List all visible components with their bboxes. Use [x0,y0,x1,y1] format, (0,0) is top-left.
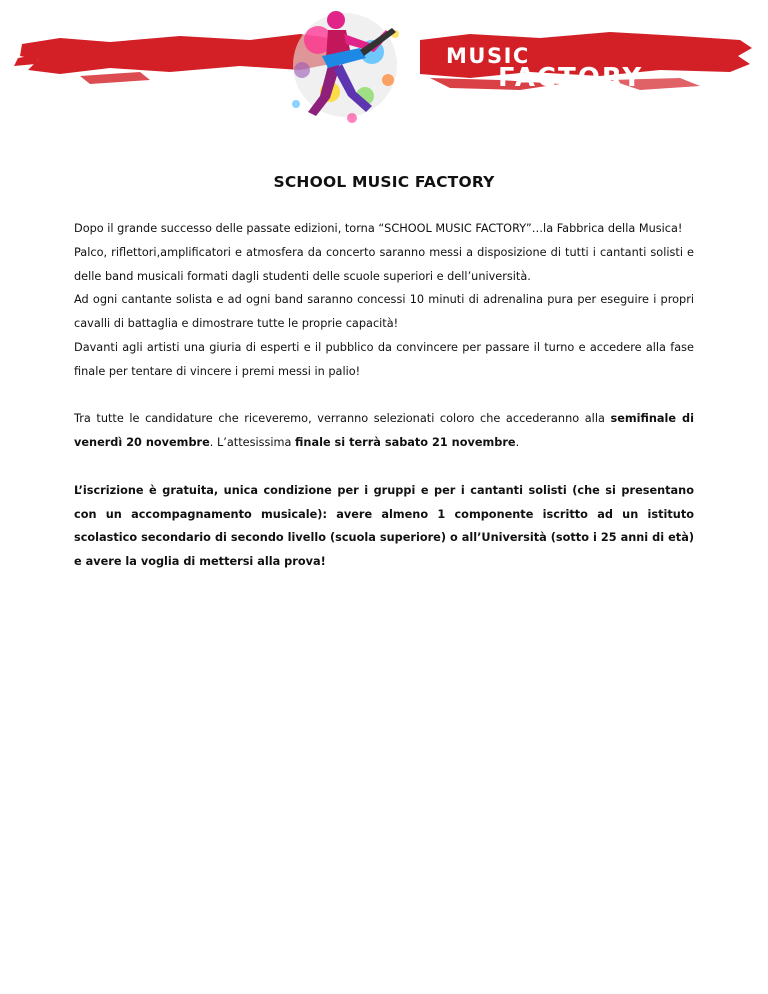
performance-paragraph: Ad ogni cantante solista e ad ogni band saranno concessi 10 minuti di adrenalina pura per eseguire i propri cavalli di battaglia e dimostrare tutte le proprie capacità! [74,293,694,331]
intro-paragraph: Dopo il grande successo delle passate edizioni, torna “SCHOOL MUSIC FACTORY”…la Fabbrica della Musica! [74,222,683,235]
stage-paragraph: Palco, riflettori,amplificatori e atmosfera da concerto saranno messi a disposizione di tutti i cantanti solisti e delle band musicali formati dagli studenti delle scuole superiori e dell’università. [74,245,694,283]
music-factory-banner [0,0,768,145]
page-title: SCHOOL MUSIC FACTORY [273,173,495,191]
document-body [74,217,694,574]
rules-paragraph: L’iscrizione è gratuita, unica condizione per i gruppi e per i cantanti solisti (che si presentano con un accompagnamento musicale): avere almeno 1 componente iscritto ad un istituto scolastico secondario di secondo livello (scuola superiore) o all’Università (sotto i 25 anni di età) e avere la voglia di mettersi alla prova! [74,483,694,569]
paint-splash [292,13,399,123]
logo-line-music: MUSIC [446,44,530,68]
final-date: finale si terrà sabato 21 novembre [295,436,516,450]
logo-line-factory: FACTORY [498,63,644,93]
semifinal-date: semifinale di venerdì 20 novembre [74,412,694,450]
dates-paragraph: Tra tutte le candidature che riceveremo, verranno selezionati coloro che accederanno alla semifinale di venerdì 20 novembre. L’attesissima finale si terrà sabato 21 novembre. [74,412,694,450]
jury-paragraph: Davanti agli artisti una giuria di esperti e il pubblico da convincere per passare il turno e accedere alla fase finale per tentare di vincere i premi messi in palio! [74,340,694,378]
